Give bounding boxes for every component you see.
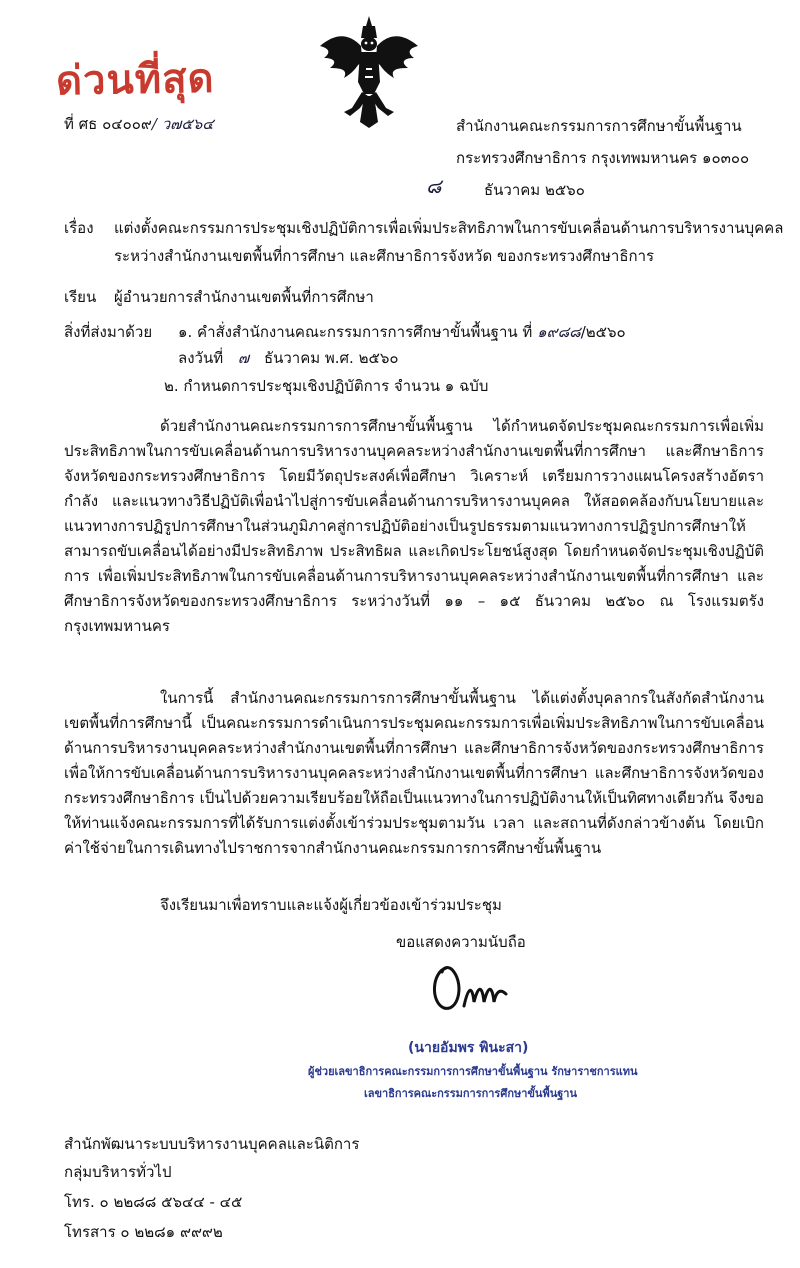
enclosure-item-1-year: /๒๕๖๐	[580, 323, 626, 341]
body-paragraph-2-text: ในการนี้ สำนักงานคณะกรรมการการศึกษาขั้นพื้นฐาน ได้แต่งตั้งบุคลากรในสังกัดสำนักงานเขตพื้นที่การศึกษานี้ เป็นคณะกรรมการดำเนินการประชุมคณะกรรมการเพื่อเพิ่มประสิทธิภาพในการขับเคลื่อนด้านการบริหารงานบุคคลระหว่างสำนักงานเขตพื้นที่การศึกษา และศึกษาธิการจังหวัดของกระทรวงศึกษาธิการ เพื่อให้การขับเคลื่อนด้านการบริหารงานบุคคลระหว่างสำนักงานเขตพื้นที่การศึกษา และศึกษาธิการจังหวัดของกระทรวงศึกษาธิการ เป็นไปด้วยความเรียบร้อยให้ถือเป็นแนวทางในการปฏิบัติงานให้เป็นทิศทางเดียวกัน จึงขอให้ท่านแจ้งคณะกรรมการที่ได้รับการแต่งตั้งเข้าร่วมประชุมตามวัน เวลา และสถานที่ดังกล่าวข้างต้น โดยเบิกค่าใช้จ่ายในการเดินทางไปราชการจากสำนักงานคณะกรรมการการศึกษาขั้นพื้นฐาน	[64, 689, 764, 857]
doc-number	[64, 114, 214, 134]
enclosure-item-1-number-handwritten: ๑๙๘๘	[537, 323, 581, 341]
enclosure-item-1-text: ๑. คำสั่งสำนักงานคณะกรรมการการศึกษาขั้นพื้นฐาน ที่	[178, 323, 533, 341]
date-month-year: ธันวาคม ๒๕๖๐	[484, 181, 585, 199]
subject-line-1: แต่งตั้งคณะกรรมการประชุมเชิงปฏิบัติการเพื่อเพิ่มประสิทธิภาพในการขับเคลื่อนด้านการบริหารงานบุคคล	[114, 219, 784, 237]
sender-office: สำนักงานคณะกรรมการการศึกษาขั้นพื้นฐาน	[456, 117, 742, 135]
footer-department: สำนักพัฒนาระบบบริหารงานบุคคลและนิติการ	[64, 1135, 360, 1153]
doc-number-label: ที่ ศธ ๐๔๐๐๙	[64, 115, 152, 133]
doc-number-handwritten: / ว๗๕๖๔	[151, 115, 214, 133]
subject-label: เรื่อง	[64, 219, 94, 237]
to-value: ผู้อำนวยการสำนักงานเขตพื้นที่การศึกษา	[114, 288, 374, 306]
footer-phone: โทร. ๐ ๒๒๘๘ ๕๖๔๔ - ๔๕	[64, 1193, 243, 1211]
handwritten-signature	[424, 958, 524, 1020]
garuda-emblem-icon	[314, 12, 424, 132]
regards: ขอแสดงความนับถือ	[396, 933, 526, 951]
to-label: เรียน	[64, 288, 97, 306]
enclosures-label: สิ่งที่ส่งมาด้วย	[64, 323, 153, 341]
body-paragraph-1-text: ด้วยสำนักงานคณะกรรมการการศึกษาขั้นพื้นฐาน ได้กำหนดจัดประชุมคณะกรรมการเพื่อเพิ่มประสิทธิภาพในการขับเคลื่อนด้านการบริหารงานบุคคลระหว่างสำนักงานเขตพื้นที่การศึกษา และศึกษาธิการจังหวัดของกระทรวงศึกษาธิการ โดยมีวัตถุประสงค์เพื่อศึกษา วิเคราะห์ เตรียมการวางแผนโครงสร้างอัตรากำลัง และแนวทางวิธีปฏิบัติเพื่อนำไปสู่การขับเคลื่อนด้านการบริหารงานบุคคล ให้สอดคล้องกับนโยบายและแนวทางการปฏิรูปการศึกษาในส่วนภูมิภาคสู่การปฏิบัติอย่างเป็นรูปธรรมตามแนวทางการปฏิรูปการศึกษาให้สามารถขับเคลื่อนได้อย่างมีประสิทธิภาพ ประสิทธิผล และเกิดประโยชน์สูงสุด โดยกำหนดจัดประชุมเชิงปฏิบัติการ เพื่อเพิ่มประสิทธิภาพในการขับเคลื่อนด้านการบริหารงานบุคคลระหว่างสำนักงานเขตพื้นที่การศึกษา และศึกษาธิการจังหวัดของกระทรวงศึกษาธิการ ระหว่างวันที่ ๑๑ – ๑๕ ธันวาคม ๒๕๖๐ ณ โรงแรมตรัง กรุงเทพมหานคร	[64, 417, 764, 635]
enclosure-item-1-date-label: ลงวันที่	[178, 349, 224, 367]
enclosure-item-2: ๒. กำหนดการประชุมเชิงปฏิบัติการ จำนวน ๑ ฉบับ	[164, 377, 489, 395]
enclosure-item-1-date-rest: ธันวาคม พ.ศ. ๒๕๖๐	[263, 349, 399, 367]
signatory-position-1: ผู้ช่วยเลขาธิการคณะกรรมการการศึกษาขั้นพื้นฐาน รักษาราชการแทน	[308, 1065, 638, 1078]
signatory-name: (นายอัมพร พินะสา)	[408, 1040, 529, 1056]
enclosure-item-1	[178, 322, 626, 342]
urgency-stamp: ด่วนที่สุด	[55, 54, 215, 105]
sender-address: กระทรวงศึกษาธิการ กรุงเทพมหานคร ๑๐๓๐๐	[456, 149, 750, 167]
footer-group: กลุ่มบริหารทั่วไป	[64, 1163, 172, 1181]
body-paragraph-1	[64, 414, 764, 639]
subject-line-2: ระหว่างสำนักงานเขตพื้นที่การศึกษา และศึกษาธิการจังหวัด ของกระทรวงศึกษาธิการ	[114, 247, 655, 265]
date-day-handwritten: ๘	[426, 174, 442, 198]
enclosure-item-1-date	[178, 348, 399, 368]
signatory-position-2: เลขาธิการคณะกรรมการการศึกษาขั้นพื้นฐาน	[364, 1087, 577, 1100]
closing-request: จึงเรียนมาเพื่อทราบและแจ้งผู้เกี่ยวข้องเข้าร่วมประชุม	[160, 896, 502, 914]
body-paragraph-2	[64, 686, 764, 861]
enclosure-item-1-date-handwritten: ๗	[237, 349, 250, 367]
footer-fax: โทรสาร ๐ ๒๒๘๑ ๙๙๙๒	[64, 1223, 223, 1241]
